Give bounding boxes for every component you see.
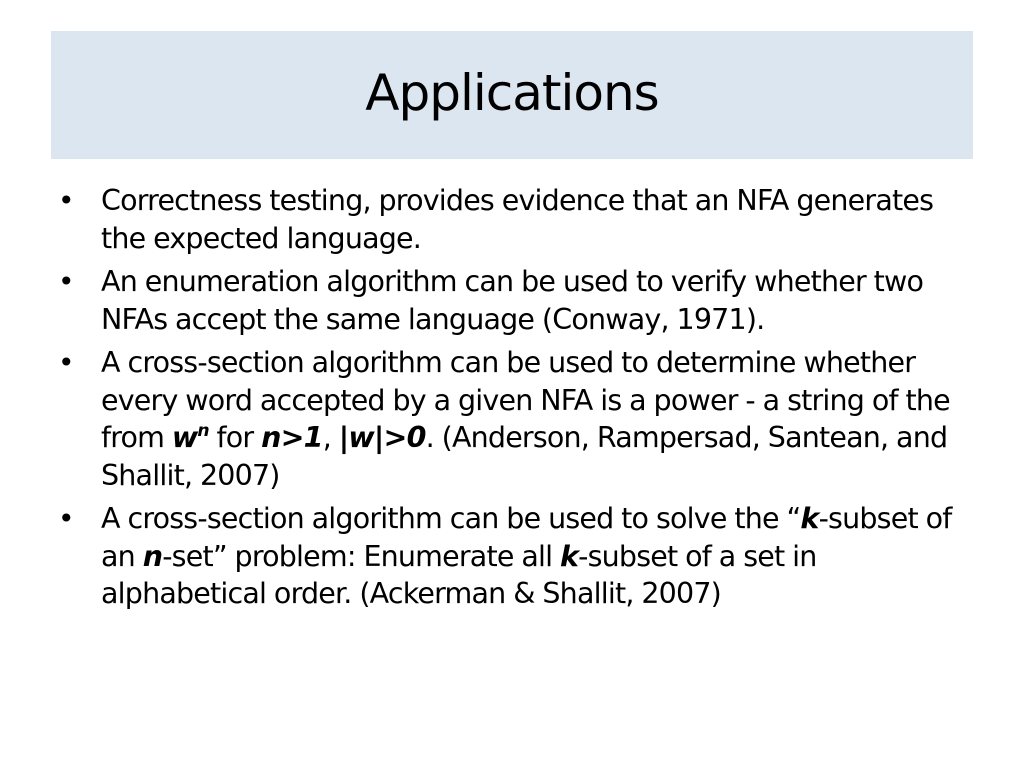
bullet-text: for — [208, 421, 262, 454]
math-k: k — [800, 502, 819, 535]
math-w: w — [171, 421, 198, 454]
bullet-text: -subset of a set in alphabetical order. (Ackerman & Shallit, 2007) — [101, 539, 817, 610]
math-n-gt-1: n>1 — [261, 421, 323, 454]
bullet-dot-icon: • — [58, 346, 74, 379]
math-n-superscript: n — [197, 420, 209, 441]
bullet-item-power-detection — [58, 344, 958, 494]
bullet-text: A cross-section algorithm can be used to determine whether every word accepted by a given NFA is a power - a string of the from — [101, 346, 950, 454]
math-k: k — [559, 539, 579, 573]
bullet-text: Correctness testing, provides evidence that an NFA generates the expected language. — [101, 184, 934, 255]
bullet-text: A cross-section algorithm can be used to solve the “ — [101, 502, 801, 535]
bullet-text: An enumeration algorithm can be used to verify whether two NFAs accept the same language (Conway, 1971). — [101, 265, 924, 336]
title-banner — [51, 31, 973, 159]
bullet-item-enumeration — [58, 263, 958, 338]
bullet-text: -set” problem: Enumerate all — [162, 539, 560, 573]
bullet-dot-icon: • — [58, 502, 74, 535]
math-n: n — [142, 539, 163, 573]
math-abs-w-gt-0: |w|>0 — [338, 421, 426, 454]
bullet-list — [58, 182, 958, 619]
slide-title: Applications — [365, 64, 659, 122]
bullet-text: -subset of an — [101, 502, 952, 573]
bullet-dot-icon: • — [58, 184, 74, 217]
bullet-text: , — [322, 421, 339, 454]
bullet-item-correctness-testing — [58, 182, 958, 257]
bullet-dot-icon: • — [58, 265, 74, 298]
bullet-item-k-subset — [58, 500, 958, 613]
bullet-text: . (Anderson, Rampersad, Santean, and Shallit, 2007) — [101, 421, 948, 492]
